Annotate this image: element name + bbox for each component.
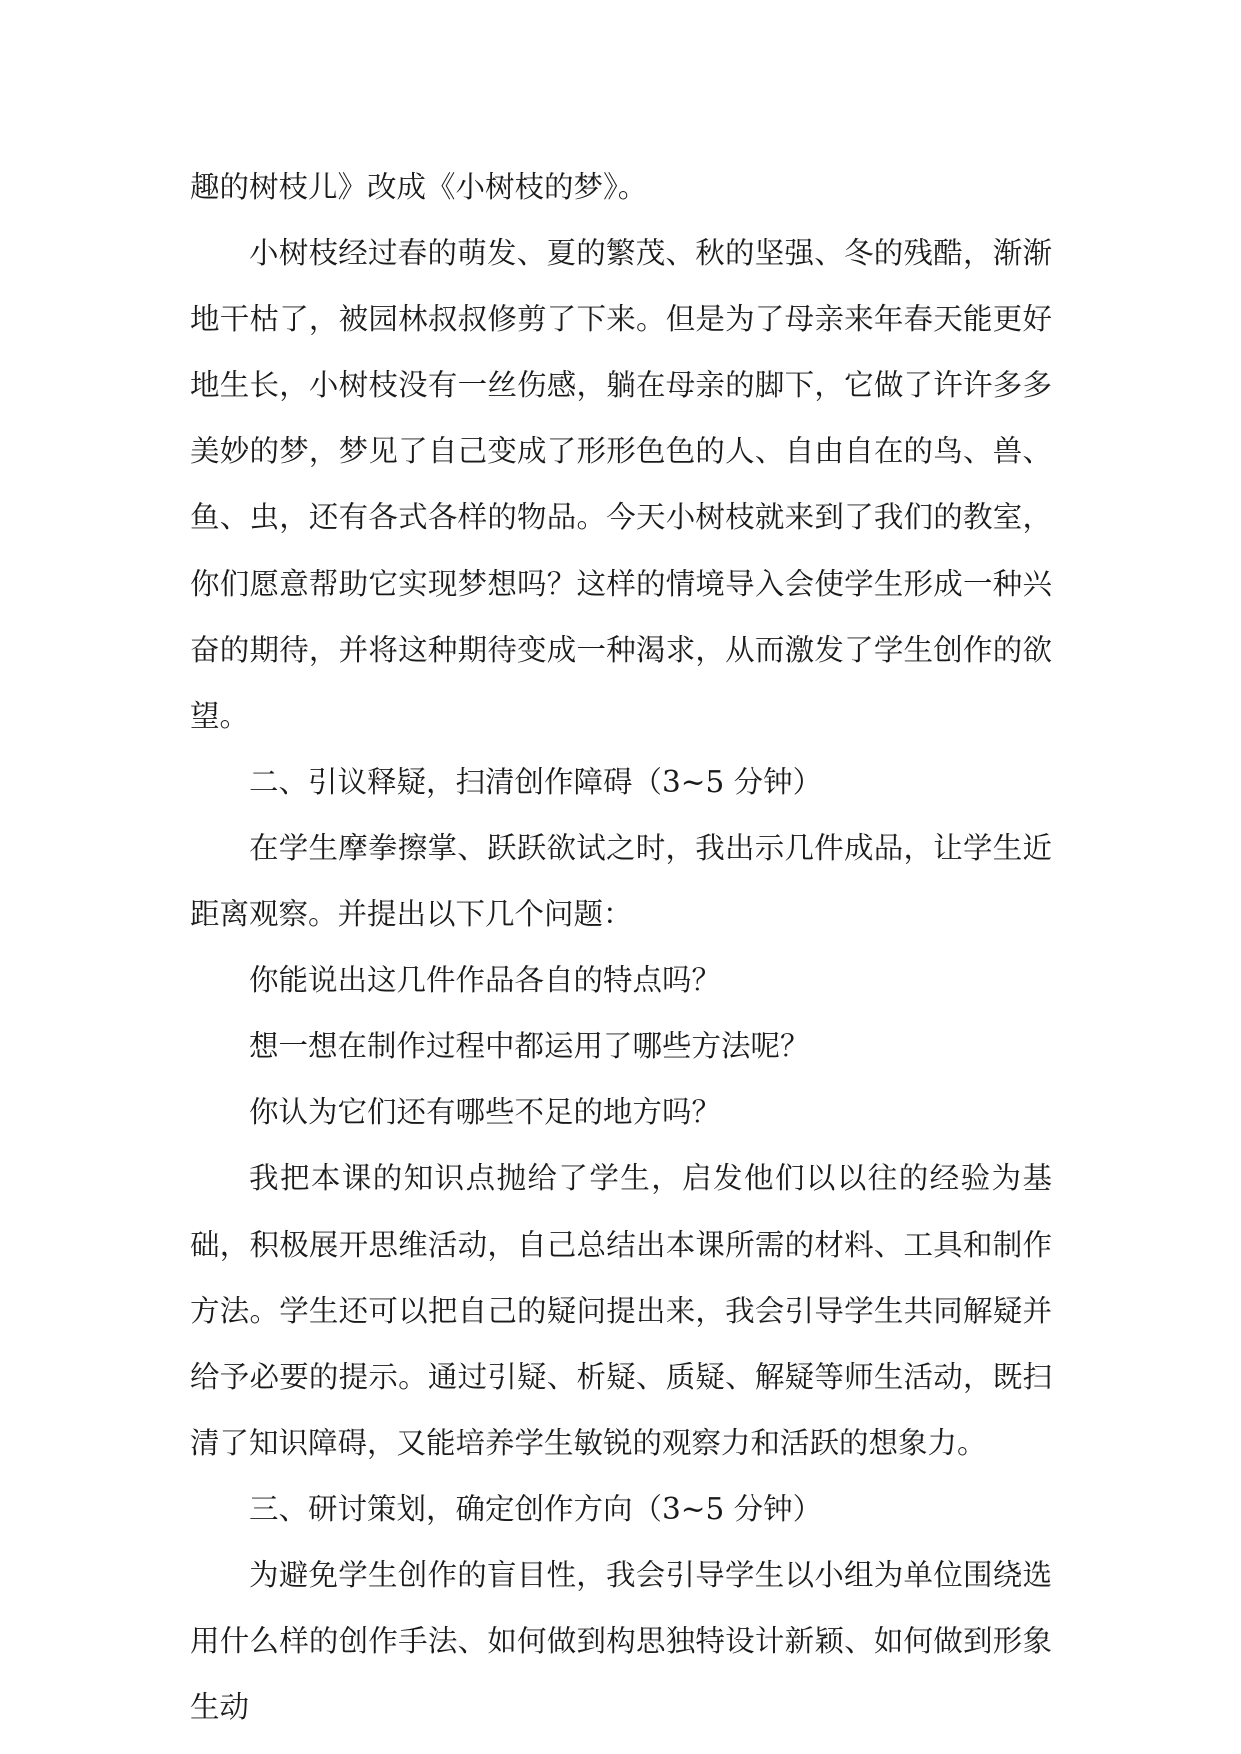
question-3: 你认为它们还有哪些不足的地方吗？ <box>249 1095 722 1130</box>
paragraph-knowledge: 我把本课的知识点抛给了学生，启发他们以以往的经验为基础，积极展开思维活动，自己总结出本课所需的材料、工具和制作方法。学生还可以把自己的疑问提出来，我会引导学生共同解疑并给予必要的提示。通过引疑、析疑、质疑、解疑等师生活动，既扫清了知识障碍，又能培养学生敏锐的观察力和活跃的想象力。 <box>190 1161 1052 1460</box>
paragraph-story-intro: 小树枝经过春的萌发、夏的繁茂、秋的坚强、冬的残酷，渐渐地干枯了，被园林叔叔修剪了下来。但是为了母亲来年春天能更好地生长，小树枝没有一丝伤感，躺在母亲的脚下，它做了许许多多美妙的梦，梦见了自己变成了形形色色的人、自由自在的鸟、兽、鱼、虫，还有各式各样的物品。今天小树枝就来到了我们的教室，你们愿意帮助它实现梦想吗？这样的情境导入会使学生形成一种兴奋的期待，并将这种期待变成一种渴求，从而激发了学生创作的欲望。 <box>190 236 1052 733</box>
section-heading-3: 三、研讨策划，确定创作方向（3~5 分钟） <box>249 1491 823 1526</box>
question-2: 想一想在制作过程中都运用了哪些方法呢？ <box>249 1029 810 1064</box>
section-heading-2: 二、引议释疑，扫清创作障碍（3~5 分钟） <box>249 764 823 799</box>
paragraph-planning: 为避免学生创作的盲目性，我会引导学生以小组为单位围绕选用什么样的创作手法、如何做到构思独特设计新颖、如何做到形象生动 <box>190 1557 1052 1725</box>
document-body <box>190 154 1052 1740</box>
question-1: 你能说出这几件作品各自的特点吗？ <box>249 963 722 998</box>
paragraph-continuation: 趣的树枝儿》改成《小树枝的梦》。 <box>190 170 648 204</box>
paragraph-observation: 在学生摩拳擦掌、跃跃欲试之时，我出示几件成品，让学生近距离观察。并提出以下几个问题： <box>190 830 1052 932</box>
